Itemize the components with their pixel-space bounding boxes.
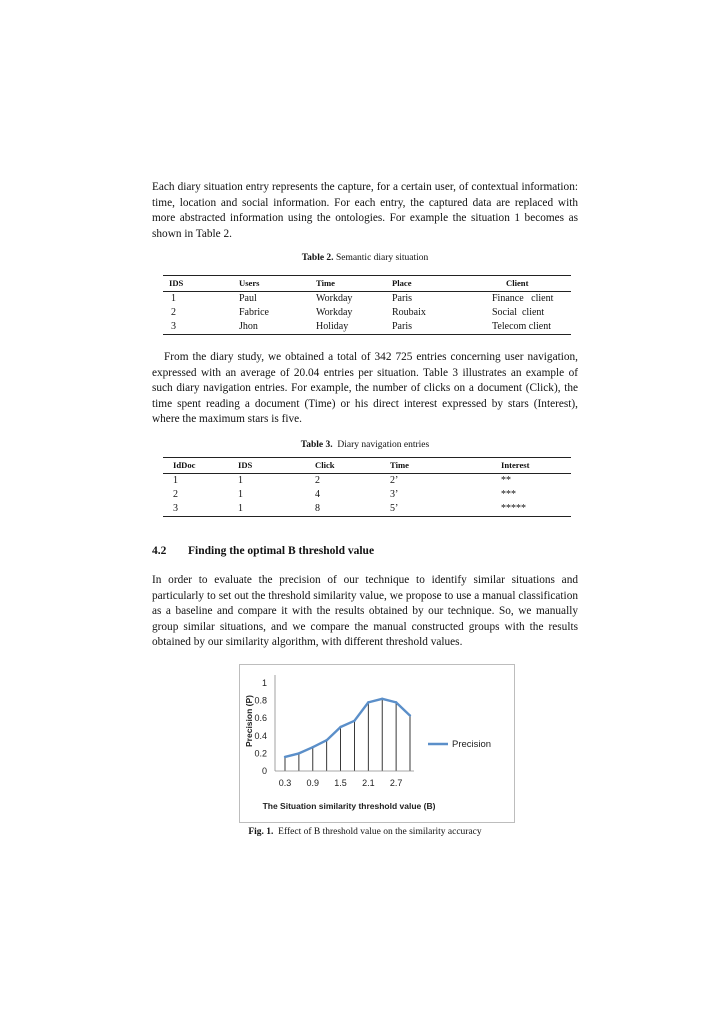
y-axis-label: Precision (P) [244,695,254,747]
x-tick-label: 1.5 [334,778,347,788]
table-cell: 1 [173,475,178,486]
data-point [381,698,383,700]
series-line-precision [285,699,410,757]
table-cell: Roubaix [392,307,426,318]
table-cell: Telecom client [492,320,571,335]
legend-label: Precision [452,739,492,750]
table-cell: 3’ [390,489,399,500]
section-heading [152,545,374,557]
x-tick-label: 2.1 [362,778,375,788]
table-cell: 2 [315,475,320,486]
column-header: Place [392,276,492,292]
y-tick-label: 0.8 [254,695,267,706]
table-cell: Fabrice [239,307,269,318]
table2-title: Semantic diary situation [335,253,429,263]
diary-navigation-table [163,457,571,517]
table-cell: ** [501,475,511,486]
table-row [163,488,571,502]
table-row [163,306,571,320]
chart-y-ticks [254,678,267,776]
table-cell: *** [501,489,516,500]
table3-title: Diary navigation entries [337,440,430,450]
column-header: Client [492,276,571,292]
table-cell: Holiday [316,320,392,335]
paragraph-evaluation: In order to evaluate the precision of our technique to identify similar situations and particularly to set out the threshold similarity value, we propose to use a manual classification as a baseline and compare it with the results obtained by our technique. So, we manually group similar situations, and we compare the manual constructed groups with the results obtained by our similarity algorithm, with different threshold values. [152,574,578,648]
column-header: IdDoc [163,458,238,474]
table-row [163,320,571,335]
table2-caption [152,253,578,263]
data-point [395,701,397,703]
table-row [163,292,571,307]
table3-label: Table 3. [300,440,333,450]
table-header-row [163,276,571,292]
column-header: Users [239,276,316,292]
y-tick-label: 0.4 [254,730,267,741]
chart-series [285,699,410,757]
table-row [163,474,571,489]
y-tick-label: 0 [261,766,267,776]
semantic-diary-table [163,275,571,335]
table-cell: Social client [492,307,545,318]
table-cell: Paris [392,293,412,304]
section-title: Finding the optimal B threshold value [188,545,375,557]
data-point [298,752,300,754]
x-tick-label: 0.9 [306,778,320,788]
precision-chart-svg [240,665,514,822]
chart-x-ticks [279,778,403,788]
table-header-row [163,458,571,474]
table-cell: Finance client [492,293,554,304]
table-cell: Workday [316,307,353,318]
table-cell: 2’ [390,475,399,486]
chart-points [284,698,411,758]
data-point [367,701,369,703]
data-point [284,756,286,758]
paragraph-diary-study: From the diary study, we obtained a total of 342 725 entries concerning user navigation, expressed with an average of 20.04 entries per situation. Table 3 illustrates an example of such diary navigation entries. For example, the number of clicks on a document (Click), the time spent reading a document (Time) or his direct interest expressed by stars (Interest), where the maximum stars is five. [152,351,578,425]
table-cell: 3 [163,320,239,335]
table-cell: Paris [392,320,492,335]
table-cell: 4 [315,489,320,500]
data-point [325,739,327,741]
table-cell: Jhon [239,320,316,335]
column-header: Time [316,276,392,292]
x-tick-label: 0.3 [278,778,292,788]
data-point [409,714,411,716]
column-header: Interest [501,458,571,474]
column-header: Click [315,458,390,474]
table-row [163,502,571,517]
table-cell: 1 [238,502,315,517]
table-cell: Workday [316,293,353,304]
table-cell: 1 [238,489,243,500]
paragraph-situation-entry: Each diary situation entry represents the capture, for a certain user, of contextual information: time, location and social information. For each entry, the captured data are replaced with more abstracted information using the ontologies. For example the situation 1 becomes as shown in Table 2. [152,181,578,240]
chart-axes [275,675,414,771]
column-header: IDS [238,458,315,474]
table-cell: ***** [501,502,571,517]
table-cell: 8 [315,502,390,517]
table3-caption [152,440,578,450]
table-cell: 2 [171,307,176,318]
column-header: Time [390,458,501,474]
table-cell: 3 [163,502,238,517]
data-point [312,746,314,748]
precision-chart [239,664,515,823]
table-cell: 5’ [390,502,501,517]
table-cell: Paul [239,293,257,304]
data-point [353,720,355,722]
table2-label: Table 2. [301,253,334,263]
x-axis-label: The Situation similarity threshold value (B) [262,801,436,811]
chart-gridlines [285,699,410,771]
section-number: 4.2 [152,545,167,557]
data-point [339,726,341,728]
column-header: IDS [163,276,239,292]
figure-caption [150,827,580,837]
table-cell: 1 [171,293,176,304]
figure-caption-text: Effect of B threshold value on the similarity accuracy [278,827,482,837]
y-tick-label: 0.6 [254,713,267,724]
table-cell: 2 [173,489,178,500]
chart-legend [428,739,491,750]
y-tick-label: 1 [261,678,267,688]
figure-label: Fig. 1. [248,827,274,837]
table-cell: 1 [238,475,243,486]
x-tick-label: 2.7 [389,778,403,788]
y-tick-label: 0.2 [254,748,267,759]
